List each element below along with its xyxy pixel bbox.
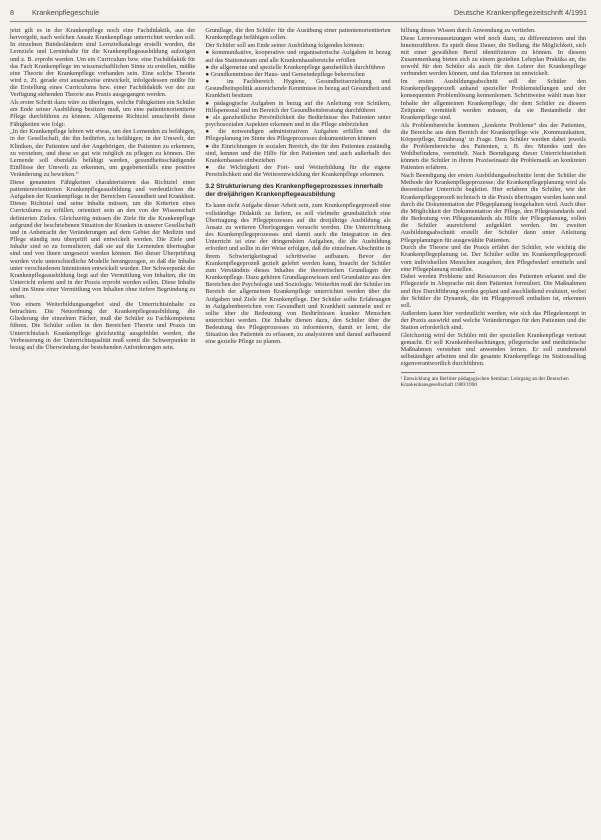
paragraph: Durch die Theorie und die Praxis erfährt der Schüler, wie wichtig die Krankenpflegeplanung ist. Der Schüler sollte im Krankenpflegeprozeß vom individuellen Menschen ausgehen, den Pflegebedarf ermitteln und eine Pflegeplanung erstellen. bbox=[400, 244, 586, 273]
paragraph: Von einem Weiterbildungsangebot sind die Unterrichtsinhalte zu betrachten. Die Neuordnung der Krankenpflegeausbildung, die Gliederung der einzelnen Fächer, muß die Schüler zu Fachkompetenz führen. Die Schüler sollen in den Bereichen Theorie und Praxis im Unterrichtsfach Krankenpflege gleichzeitig ausgebildet werden, die Verbesserung in der Unterrichtsqualität muß somit die Schwerpunkte in bezug auf die Überwindung der bestehenden Anforderungen sein. bbox=[10, 300, 196, 351]
header-rule bbox=[10, 21, 587, 22]
paragraph: Diese Lernvoraussetzungen wird noch dazu, zu differenzieren und ihn hineinzuführen. Es spielt diese Dauer, die Stellung, die Möglichkeit, sich mit einer gewählten Beruf identifizieren zu können. In diesem Zusammenhang bieten sich zu einem gezielten Lehrplan Praktika an, die sowohl für den Schüler als auch für den Lehrer der Krankenpflege verbunden werden können, und das Erlernen ist entwickelt. bbox=[400, 34, 586, 78]
running-header bbox=[10, 8, 587, 20]
paragraph: Diese genannten Fähigkeiten charakterisieren das Richtziel einer patientenorientierten Krankenpflegeausbildung und verdeutlichen die Aufgaben der Krankenpflege in der Bereichen Gesundheit und Krankheit. Dieses Richtziel und seine Inhalte müssen, um die Kriterien eines Curriculums zu erfüllen, orientiert sein an den von der Wissenschaft definierten Zielen. Gleichzeitig müssen die Ziele für die Krankenpflege aufgrund der beschriebenen Situation der Kranken in unserer Gesellschaft und in Anbetracht der Veränderungen auf dem Gebiet der Medizin und Pflege ständig neu überprüft und entwickelt werden. Die Ziele und Inhalte sind so zu formulieren, daß sie auf die Lernenden übertragbar sind und von ihnen umgesetzt werden können. Bei dieser Überprüfung wurden viele unterschiedliche Modelle herangezogen, so daß die Inhalte unter verschiedenen Intentionen entwickelt wurden. Der Schwerpunkt der Krankenpflegeausbildung liegt auf der Vermittlung von Inhalten, die im Unterricht erlernt und in der Praxis erprobt werden sollen. Diese Inhalte sind im Sinne einer Vermittlung von Inhalten ohne tiefere Begründung zu sehen. bbox=[10, 178, 196, 301]
bullet-item: ● die allgemeine und spezielle Krankenpflege ganzheitlich durchführen bbox=[205, 63, 385, 71]
bullet-item: ● die Wichtigkeit der Fort- und Weiterbildung für die eigene Persönlichkeit und die Weiterentwicklung der Krankenpflege erkennen. bbox=[205, 163, 391, 179]
paragraph: Als Problembereiche kommen „konkrete Probleme“ des der Patienten, die Bereiche aus dem Bereich der Krankenpflege wie ‚Kommunikation, Körperpflege, Ernährung‘ in Frage. Dem Schüler werden dabei jeweils die Problembereiche des Patienten, z. B. des Mundes und des Wohlbefindens, vermittelt. Nach Beendigung dieser Unterrichtseinheit können die Schüler in ihrem Praxiseinsatz die Problematik an konkreten Patienten erfahren. bbox=[400, 121, 586, 172]
column-3 bbox=[401, 27, 586, 827]
paragraph: hilfung dieses Wissen durch Anwendung zu vertiefen. bbox=[400, 27, 536, 34]
paragraph: Im ersten Ausbildungsabschnitt soll der Schüler den Krankenpflegeprozeß anhand spezieller Problemstellungen und der konsequenten Problemlösung kennenlernen. Schrittweise wählt man hier Inhalte der allgemeinen Krankenpflege, die dem Schüler zu diesem Zeitpunkt vermittelt werden müssen, da sie Bestandteile der Krankenpflege sind. bbox=[400, 78, 586, 121]
paragraph: Gleichzeitig wird der Schüler mit der speziellen Krankenpflege vertraut gemacht. Er soll Krankenbeobachtungen, pflegerische und medizinische Maßnahmen verstehen und anwenden lernen. Er soll zunehmend selbständiger arbeiten und die gesamte Krankenpflege im Stationsalltag eigenverantwortlich durchführen. bbox=[400, 331, 586, 368]
column-1 bbox=[10, 27, 195, 827]
paragraph: Als erster Schritt dazu wäre zu überlegen, welche Fähigkeiten ein Schüler am Ende seiner Ausbildung besitzen muß, um eine patientenorientierte Pflege durchführen zu können. Allgemeine Richtziel umschreibt diese Fähigkeiten wie folgt: bbox=[10, 99, 196, 128]
paragraph: Nach Beendigung der ersten Ausbildungsabschnitte lernt der Schüler die Methode der Krankenpflegeprozesse; die Krankenpflegeplanung wird als theoretischer Unterricht begleitet. Hier erfahren die Schüler, wie der Krankenpflegeprozeß technisch in die Praxis übertragen werden kann und durch die Dokumentation der Pflegeplanung festgehalten wird. Auch über die Möglichkeit der Dokumentation der Pflege, den Pflegestandards und die Bedeutung von Pflegestandards als Hilfe der Pflegeplanung, sollen die Schüler ausreichend aufgeklärt werden. Im zweiten Ausbildungsabschnitt erstellt der Schüler dann unter Anleitung Pflegeplanungen für ausgewählte Patienten. bbox=[400, 172, 586, 244]
page-number: 8 bbox=[10, 8, 14, 17]
bullet-item: ● im Fachbereich Hygiene, Gesundheitserziehung und Gesundheitspolitik ausreichende Kenntnisse in bezug auf Gesundheit und Krankheit besitzen bbox=[205, 78, 391, 100]
bullet-item: ● die notwendigen administrativen Aufgaben erfüllen und die Pflegeplanung im Sinne des Pflegeprozesses dokumentieren können bbox=[205, 128, 391, 143]
bullet-item: ● pädagogische Aufgaben in bezug auf die Anleitung von Schülern, Hilfspersonal und im Bereich der Gesundheitsberatung durchführen bbox=[205, 99, 391, 114]
section-title: Krankenpflegeschule bbox=[32, 8, 100, 17]
bullet-item: ● als ganzheitliche Persönlichkeit die Bedürfnisse des Patienten unter psychosozialen Aspekten erkennen und in die Pflege einbeziehen bbox=[205, 113, 391, 129]
paragraph: jetzt gilt es in der Krankenpflege noch eine Fachdidaktik, aus der hervorgeht, nach welchen Ansatz Krankenpflege unterrichtet werden soll. In einzelnen Bundesländern sind Lernzielkataloge erstellt worden, die Lernziele und Lerninhalte für die Krankenpflegeausbildung aufzeigen und z. B. erprobt werden. Um ein Curriculum bzw. eine Fachdidaktik für das Fach Krankenpflege im wissenschaftlichen Sinne zu erstellen, müßte eine Theorie der Krankenpflege vorhanden sein. Eine solche Theorie wird z. Zt. gerade erst ansatzweise entwickelt, infolgedessen müßte für die Erstellung eines Curriculums bzw. einer Fachdidaktik vor der zur Verfügung stehenden Theorie aus Praxis ausgegangen werden. bbox=[10, 27, 196, 99]
column-2 bbox=[205, 27, 390, 827]
footnote: ¹ Entwicklung am Berliner pädagogischen Seminar; Lehrgang an der Deutschen Krankenhausgesellschaft 1989/1990 bbox=[400, 376, 569, 389]
text-columns bbox=[10, 27, 586, 827]
footnote-rule bbox=[401, 372, 475, 373]
paragraph: „In der Krankenpflege lehren wir etwas, um den Lernenden zu befähigen, in der Gesellschaft, die ihn bedürfen, zu befähigen; in der Umwelt, der Kliniken, der Patienten und der Angehörigen, die Patienten zu erkennen, zu verstehen, und diese so gut wie möglich zu pflegen zu können. Der Lernende soll ebenfalls befähigt werden, gesundheitsschädigende Einflüsse der Umwelt zu erkennen, um gegebenenfalls eine positive Veränderung zu bewirken.“ bbox=[10, 128, 196, 179]
paragraph: Dabei werden Probleme und Ressourcen des Patienten erkannt und die Pflegeziele in Absprache mit dem Patienten formuliert. Die Maßnahmen und ihre Durchführung werden geplant und anschließend evaluiert, wobei der Schüler die Dynamik, die im Pflegeprozeß enthalten ist, erkennen soll. bbox=[400, 273, 586, 309]
section-heading: 3.2 Strukturierung des Krankenpflegeprozesses innerhalb der dreijährigen Krankenpflegeausbildung bbox=[205, 183, 383, 198]
bullet-item: ● die Einrichtungen in sozialen Bereich, die für den Patienten zuständig sind, kennen und die Hilfe für den Patienten und auch außerhalb des Krankenhauses einbeziehen bbox=[205, 142, 391, 164]
paragraph: Grundlage, die den Schüler für die Ausübung einer patientenorientierten Krankenpflege befähigen sollen. bbox=[205, 27, 391, 42]
paragraph: Es kann nicht Aufgabe dieser Arbeit sein, zum Krankenpflegeprozeß eine vollständige Didaktik zu liefern, es soll vielmehr grundsätzlich eine Übertragung des Pflegeprozesses auf die dreijährige Ausbildung als Ansatz zu weiteren Überlegungen versucht werden. Die Unterrichtung des Krankenpflegeprozesses und damit auch die Integration in den Unterricht ist eine der dringendsten Aufgaben, die die Ausbildung erfordert und sollte in der Weise erfolgen, daß die einzelnen Abschnitte in ihrem Schwierigkeitsgrad schrittweise aufbauen. Bevor der Krankenpflegeprozeß gezielt gelehrt werden kann, braucht der Schüler zum Verständnis dieses Inhaltes die theoretischen Grundlagen der Krankenpflege. Dazu gehören Grundlagenwissen und Grundsätze aus den Bereichen der Psychologie und Soziologie. Weiterhin muß der Schüler im Bereich der allgemeinen Krankenpflege unterrichtet werden über die Aufgaben und Ziele der Krankenpflege. Der Schüler sollte Erfahrungen in Aufgabenbereichen von Gesundheit und Krankheit sammeln und er sollte über die Bedeutung von Bedürfnissen kranker Menschen unterrichtet werden. Die Inhalte dienen dazu, den Schüler über die Bedeutung des Pflegeprozesses zu informieren, damit er lernt, die Situation des Patienten zu erfassen, zu analysieren und darauf aufbauend eine gezielte Pflege zu planen. bbox=[205, 202, 391, 346]
paragraph: Der Schüler soll am Ende seiner Ausbildung folgendes können: bbox=[205, 41, 365, 49]
paragraph: Außerdem kann hier verdeutlicht werden, wie sich das Pflegekonzept in der Praxis auswirkt und welche Veränderungen für den Patienten und die Station erforderlich sind. bbox=[400, 309, 586, 331]
bullet-item: ● Grundkenntnisse der Haus- und Gemeindepflege beherrschen bbox=[205, 70, 365, 78]
bullet-item: ● kommunikative, kooperative und organisatorische Aufgaben in bezug auf das Stationsteam und alle Krankenhausbereiche erfüllen bbox=[205, 49, 391, 64]
journal-title: Deutsche Krankenpflegezeitschrift 4/1991 bbox=[453, 8, 587, 17]
